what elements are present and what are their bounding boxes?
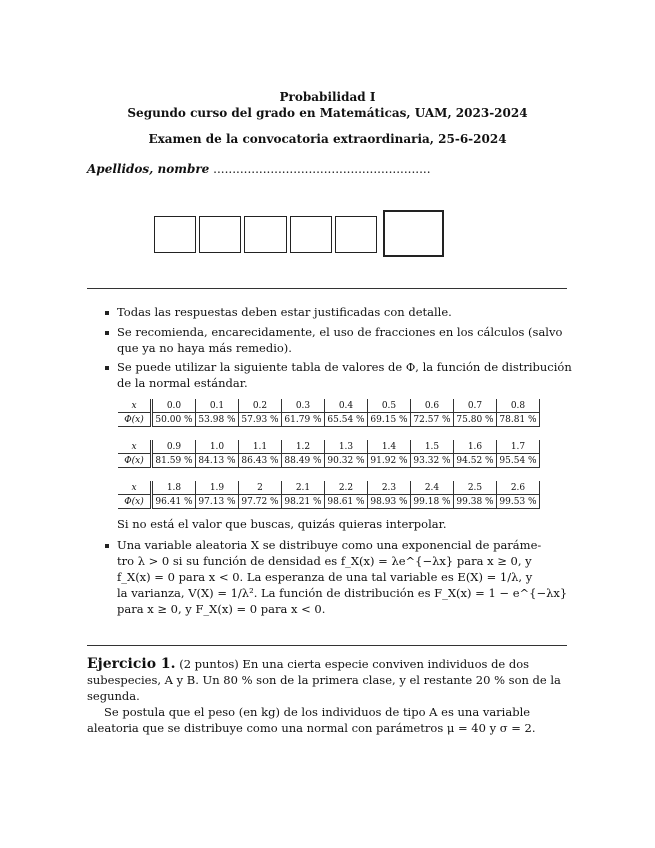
bullet-marker	[105, 311, 109, 315]
phi-table-2	[118, 440, 540, 468]
phi-value: 65.54 %	[325, 413, 368, 427]
phi-value: 84.13 %	[196, 454, 239, 468]
name-dots: .........................................................	[213, 162, 431, 176]
grade-box-total[interactable]	[383, 210, 444, 257]
bullet-marker	[105, 331, 109, 335]
phi-value: 88.49 %	[282, 454, 325, 468]
x-value: 2.2	[325, 481, 368, 495]
phi-value: 94.52 %	[454, 454, 497, 468]
exam-subject: Probabilidad I	[279, 90, 376, 104]
instruction-1: Todas las respuestas deben estar justificadas con detalle.	[117, 305, 452, 319]
x-value: 0.4	[325, 399, 368, 413]
grade-box-2[interactable]	[199, 216, 241, 253]
phi-value: 99.53 %	[497, 495, 540, 509]
name-label: Apellidos, nombre	[87, 162, 210, 176]
phi-value: 90.32 %	[325, 454, 368, 468]
name-field[interactable]	[87, 162, 431, 176]
phi-value: 72.57 %	[411, 413, 454, 427]
phi-value: 97.72 %	[239, 495, 282, 509]
exercise-1-line5: aleatoria que se distribuye como una normal con parámetros μ = 40 y σ = 2.	[87, 721, 536, 735]
phi-value: 98.21 %	[282, 495, 325, 509]
x-value: 1.9	[196, 481, 239, 495]
x-value: 0.2	[239, 399, 282, 413]
grade-box-3[interactable]	[244, 216, 287, 253]
x-value: 1.4	[368, 440, 411, 454]
row-label-phi: Φ(x)	[118, 413, 152, 427]
x-value: 1.1	[239, 440, 282, 454]
instruction-4-line3: f_X(x) = 0 para x < 0. La esperanza de una tal variable es E(X) = 1/λ, y	[117, 570, 533, 584]
exercise-1-line1	[87, 656, 529, 672]
phi-value: 69.15 %	[368, 413, 411, 427]
instruction-3-line1: Se puede utilizar la siguiente tabla de valores de Φ, la función de distribución	[117, 360, 572, 374]
x-value: 1.3	[325, 440, 368, 454]
phi-table-3	[118, 481, 540, 509]
phi-value: 96.41 %	[152, 495, 196, 509]
phi-value: 81.59 %	[152, 454, 196, 468]
divider-top	[87, 288, 567, 289]
row-label-x: x	[118, 440, 152, 454]
grade-box-4[interactable]	[290, 216, 332, 253]
phi-value: 91.92 %	[368, 454, 411, 468]
x-value: 0.1	[196, 399, 239, 413]
phi-value: 98.61 %	[325, 495, 368, 509]
x-value: 0.5	[368, 399, 411, 413]
exercise-1-line2: subespecies, A y B. Un 80 % son de la primera clase, y el restante 20 % son de la	[87, 673, 561, 687]
phi-table-1	[118, 399, 540, 427]
x-value: 2	[239, 481, 282, 495]
x-value: 2.1	[282, 481, 325, 495]
x-value: 2.3	[368, 481, 411, 495]
phi-value: 53.98 %	[196, 413, 239, 427]
exercise-1-line4: Se postula que el peso (en kg) de los individuos de tipo A es una variable	[104, 705, 531, 719]
divider-bottom	[87, 645, 567, 646]
x-value: 0.9	[152, 440, 196, 454]
instruction-4-line2: tro λ > 0 si su función de densidad es f_X(x) = λe^{−λx} para x ≥ 0, y	[117, 554, 532, 568]
x-value: 1.6	[454, 440, 497, 454]
x-value: 2.4	[411, 481, 454, 495]
x-value: 1.5	[411, 440, 454, 454]
row-label-x: x	[118, 399, 152, 413]
row-label-x: x	[118, 481, 152, 495]
exercise-1-line3: segunda.	[87, 689, 140, 703]
row-label-phi: Φ(x)	[118, 495, 152, 509]
instruction-4-line1: Una variable aleatoria X se distribuye como una exponencial de paráme-	[117, 538, 542, 552]
x-value: 0.8	[497, 399, 540, 413]
phi-value: 97.13 %	[196, 495, 239, 509]
instruction-2-line1: Se recomienda, encarecidamente, el uso de fracciones en los cálculos (salvo	[117, 325, 563, 339]
exercise-1-title: Ejercicio 1.	[87, 656, 176, 672]
phi-value: 57.93 %	[239, 413, 282, 427]
phi-value: 50.00 %	[152, 413, 196, 427]
exercise-1-intro: (2 puntos) En una cierta especie conviven individuos de dos	[179, 657, 530, 671]
x-value: 2.5	[454, 481, 497, 495]
exam-course: Segundo curso del grado en Matemáticas, UAM, 2023-2024	[127, 106, 528, 120]
x-value: 0.6	[411, 399, 454, 413]
instruction-4-line5: para x ≥ 0, y F_X(x) = 0 para x < 0.	[117, 602, 326, 616]
interpolation-note: Si no está el valor que buscas, quizás quieras interpolar.	[117, 517, 447, 531]
phi-value: 99.18 %	[411, 495, 454, 509]
instruction-3-line2: de la normal estándar.	[117, 376, 248, 390]
x-value: 1.7	[497, 440, 540, 454]
exam-title: Examen de la convocatoria extraordinaria, 25-6-2024	[148, 132, 507, 146]
phi-value: 61.79 %	[282, 413, 325, 427]
x-value: 1.0	[196, 440, 239, 454]
phi-value: 98.93 %	[368, 495, 411, 509]
bullet-marker	[105, 366, 109, 370]
phi-value: 95.54 %	[497, 454, 540, 468]
instruction-2-line2: que ya no haya más remedio).	[117, 341, 292, 355]
x-value: 1.2	[282, 440, 325, 454]
phi-value: 99.38 %	[454, 495, 497, 509]
grade-box-5[interactable]	[335, 216, 377, 253]
x-value: 0.0	[152, 399, 196, 413]
phi-value: 93.32 %	[411, 454, 454, 468]
phi-value: 86.43 %	[239, 454, 282, 468]
bullet-marker	[105, 544, 109, 548]
phi-value: 78.81 %	[497, 413, 540, 427]
row-label-phi: Φ(x)	[118, 454, 152, 468]
instruction-4-line4: la varianza, V(X) = 1/λ². La función de distribución es F_X(x) = 1 − e^{−λx}	[117, 586, 568, 600]
phi-value: 75.80 %	[454, 413, 497, 427]
x-value: 0.3	[282, 399, 325, 413]
x-value: 2.6	[497, 481, 540, 495]
x-value: 0.7	[454, 399, 497, 413]
grade-box-1[interactable]	[154, 216, 196, 253]
x-value: 1.8	[152, 481, 196, 495]
